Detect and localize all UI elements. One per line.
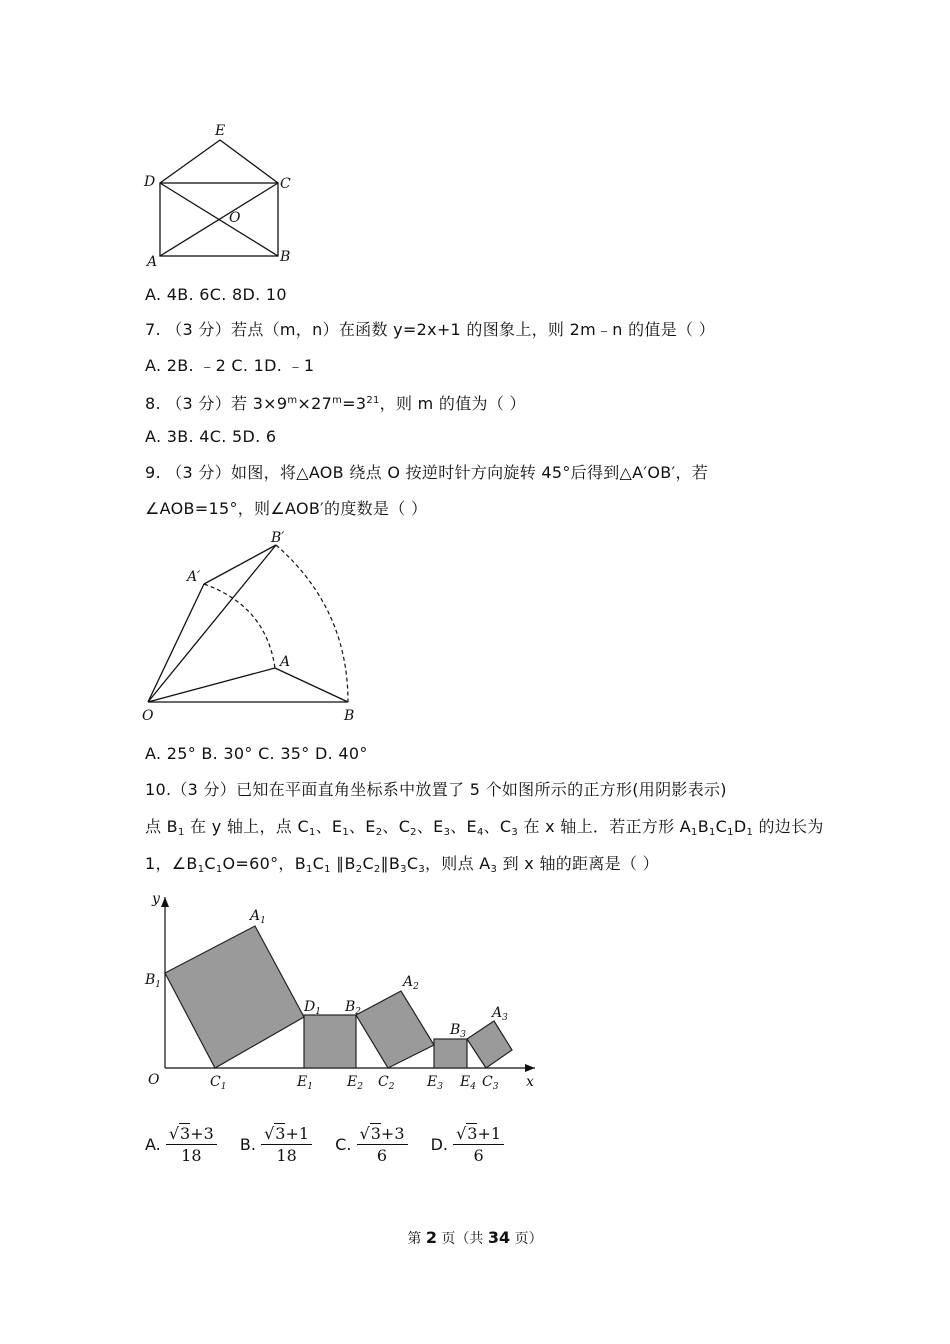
- sqrt-icon: √: [359, 1124, 370, 1143]
- option-label: B.: [239, 1135, 256, 1154]
- shaded-squares: [165, 926, 512, 1068]
- q10-text: 、E: [416, 817, 444, 836]
- footer-text: 页）: [510, 1231, 543, 1247]
- label-c: C: [280, 176, 291, 192]
- q10-sub: 1: [342, 827, 349, 838]
- q10-text: 、C: [483, 817, 512, 836]
- q10-sub: 3: [418, 864, 425, 875]
- fraction: [166, 1124, 217, 1167]
- label-a-prime: A′: [187, 569, 201, 585]
- q10-text: 在 x 轴上．若正方形 A: [518, 817, 692, 836]
- label-c1: $C_1$: [210, 1074, 227, 1092]
- q10-sub: 1: [215, 864, 223, 875]
- label-a: A: [147, 254, 158, 270]
- q10-sub: 1: [197, 864, 205, 875]
- numerator-rest: +3: [380, 1124, 405, 1143]
- label-b: B: [344, 708, 355, 724]
- q10-text: C: [362, 854, 374, 873]
- q10-sub: 3: [511, 827, 519, 838]
- label-b1: $B_1$: [145, 972, 162, 990]
- q10-sub: 3: [400, 864, 407, 875]
- sqrt-icon: √: [168, 1124, 180, 1143]
- q10-sub: 4: [476, 827, 484, 838]
- radicand: 3: [467, 1124, 478, 1143]
- q10-text: C: [312, 854, 325, 873]
- q10-sub: 3: [490, 864, 498, 875]
- numerator-rest: +1: [477, 1124, 502, 1143]
- q10-sub: 1: [709, 827, 716, 838]
- q7-options: A. 2B. ﹣2 C. 1D. ﹣1: [145, 356, 315, 375]
- q6-options: A. 4B. 6C. 8D. 10: [145, 285, 287, 304]
- q10-line3: [145, 853, 659, 881]
- figure-q9-rotation: [138, 528, 373, 728]
- square-3: [356, 991, 434, 1068]
- q8-stem-b: ×27: [297, 394, 333, 413]
- label-o: O: [229, 210, 241, 226]
- q10-sub: 2: [410, 827, 417, 838]
- label-c3: $C_3$: [482, 1074, 499, 1092]
- label-e: E: [215, 123, 226, 139]
- q10-sub: 1: [746, 827, 754, 838]
- fraction: [261, 1124, 312, 1167]
- page-number: 2: [425, 1228, 437, 1247]
- q10-sub: 2: [375, 827, 383, 838]
- label-b2: $B_2$: [345, 999, 362, 1017]
- q8-options: A. 3B. 4C. 5D. 6: [145, 427, 277, 446]
- q10-option-c: [335, 1124, 407, 1167]
- x-axis-arrow-icon: [525, 1064, 535, 1072]
- label-x: x: [526, 1074, 534, 1090]
- q8-stem-c: =3: [342, 394, 367, 413]
- q9-stem-line1: 9. （3 分）如图，将△AOB 绕点 O 按逆时针方向旋转 45°后得到△A′OB′，若: [145, 463, 709, 482]
- q10-text: 点 B: [145, 817, 178, 836]
- q8-sup-1: m: [287, 395, 298, 406]
- square-5: [467, 1021, 512, 1068]
- q10-text: C: [204, 854, 216, 873]
- square-2: [304, 1015, 356, 1068]
- option-label: D.: [430, 1135, 448, 1154]
- label-o: O: [148, 1072, 160, 1088]
- q10-sub: 1: [308, 827, 316, 838]
- label-d1: $D_1$: [304, 999, 321, 1017]
- numerator-rest: +3: [190, 1124, 214, 1143]
- q8-stem: [145, 390, 526, 415]
- q10-text: 、E: [450, 817, 477, 836]
- q10-sub: 1: [691, 827, 698, 838]
- fraction: [357, 1124, 408, 1167]
- q10-sub: 1: [305, 864, 313, 875]
- q10-text: ∥B: [380, 854, 401, 873]
- q10-text: C: [406, 854, 419, 873]
- q10-line1: 10.（3 分）已知在平面直角坐标系中放置了 5 个如图所示的正方形(用阴影表示): [145, 780, 727, 799]
- q8-sup-3: 21: [366, 395, 380, 406]
- radicand: 3: [180, 1124, 191, 1143]
- option-label: A.: [145, 1135, 161, 1154]
- q10-sub: 2: [373, 864, 381, 875]
- label-b-prime: B′: [271, 530, 285, 546]
- q10-text: ，则点 A: [425, 854, 491, 873]
- label-o: O: [142, 708, 154, 724]
- q10-line2: [145, 816, 824, 844]
- q10-sub: 2: [355, 864, 363, 875]
- square-1: [165, 926, 304, 1068]
- sqrt-icon: √: [456, 1124, 467, 1143]
- label-b3: $B_3$: [450, 1022, 467, 1040]
- q10-sub: 1: [177, 827, 185, 838]
- q10-text: O=60°，B: [222, 854, 306, 873]
- q10-text: 到 x 轴的距离是（ ）: [497, 854, 659, 873]
- q10-option-a: [145, 1124, 217, 1167]
- q10-text: 、E: [315, 817, 343, 836]
- denominator: 18: [276, 1146, 297, 1165]
- label-e4: $E_4$: [460, 1074, 476, 1092]
- page-footer: [0, 1228, 950, 1248]
- label-e2: $E_2$: [347, 1074, 363, 1092]
- label-y: y: [152, 891, 160, 907]
- q10-options: [145, 1124, 522, 1167]
- denominator: 18: [181, 1146, 202, 1165]
- denominator: 6: [473, 1146, 484, 1165]
- q8-stem-a: 8. （3 分）若 3×9: [145, 394, 288, 413]
- q10-text: D: [733, 817, 747, 836]
- q10-text: B: [697, 817, 709, 836]
- denominator: 6: [376, 1146, 388, 1165]
- q10-text: 、E: [349, 817, 376, 836]
- numerator-rest: +1: [285, 1124, 310, 1143]
- q8-sup-2: m: [332, 395, 343, 406]
- y-axis-arrow-icon: [161, 897, 169, 907]
- label-a1: $A_1$: [250, 908, 266, 926]
- label-a2: $A_2$: [403, 974, 419, 992]
- q8-stem-d: ，则 m 的值为（ ）: [379, 394, 526, 413]
- square-4: [434, 1039, 467, 1068]
- label-a3: $A_3$: [492, 1005, 508, 1023]
- q10-text: 的边长为: [753, 817, 824, 836]
- q10-text: 1，∠B: [145, 854, 198, 873]
- radicand: 3: [370, 1124, 381, 1143]
- q10-text: C: [715, 817, 728, 836]
- option-label: C.: [335, 1135, 352, 1154]
- figure-q10-squares: [140, 885, 550, 1100]
- figure-q6-rectangle: [140, 118, 310, 273]
- q10-option-d: [431, 1124, 504, 1167]
- q9-options: A. 25° B. 30° C. 35° D. 40°: [145, 744, 368, 763]
- label-c2: $C_2$: [378, 1074, 395, 1092]
- label-b: B: [280, 249, 291, 265]
- label-a: A: [280, 654, 291, 670]
- q10-text: 、C: [382, 817, 411, 836]
- page-total: 34: [487, 1228, 511, 1247]
- label-d: D: [144, 174, 156, 190]
- q10-sub: 3: [443, 827, 451, 838]
- q10-sub: 1: [727, 827, 734, 838]
- fraction: [453, 1124, 504, 1167]
- sqrt-icon: √: [264, 1124, 275, 1143]
- label-e1: $E_1$: [297, 1074, 313, 1092]
- q10-sub: 1: [324, 864, 331, 875]
- q7-stem: 7. （3 分）若点（m，n）在函数 y=2x+1 的图象上，则 2m﹣n 的值是（ ）: [145, 320, 715, 339]
- q9-stem-line2: ∠AOB=15°，则∠AOB′的度数是（ ）: [145, 499, 428, 518]
- label-e3: $E_3$: [427, 1074, 443, 1092]
- q10-text: ∥B: [330, 854, 356, 873]
- q10-text: 在 y 轴上，点 C: [184, 817, 309, 836]
- q10-option-b: [240, 1124, 312, 1167]
- radicand: 3: [275, 1124, 286, 1143]
- footer-text: 页（共: [436, 1231, 488, 1247]
- footer-text: 第: [407, 1231, 426, 1247]
